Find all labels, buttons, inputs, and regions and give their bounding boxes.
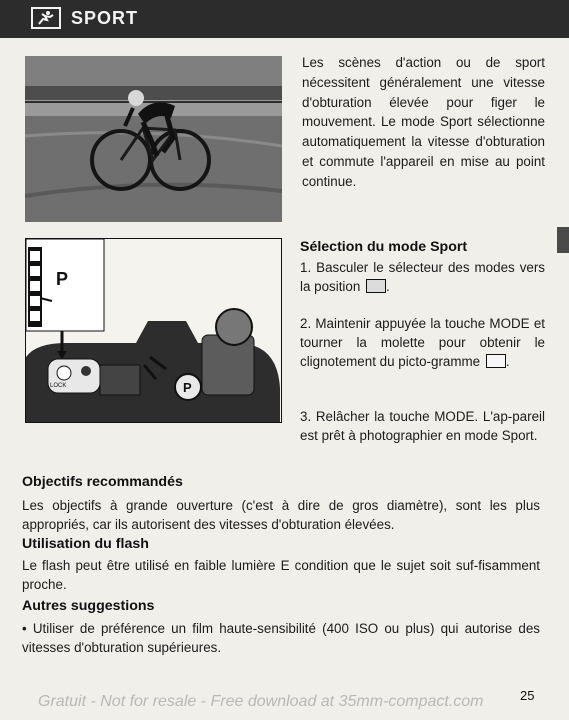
lenses-heading: Objectifs recommandés: [22, 474, 183, 490]
step-1-end: .: [386, 279, 390, 294]
suggestions-heading: Autres suggestions: [22, 598, 155, 614]
svg-text:LOCK: LOCK: [50, 383, 67, 389]
selection-heading: Sélection du mode Sport: [300, 239, 468, 255]
page-edge-tab: [557, 227, 569, 253]
step-2-text: 2. Maintenir appuyée la touche MODE et tourner la molette pour obtenir le clignotement du picto-gramme: [300, 316, 545, 369]
step-3: 3. Relâcher la touche MODE. L'ap-pareil est prêt à photographier en mode Sport.: [300, 409, 545, 443]
page-number: 25: [520, 688, 535, 703]
lenses-text: Les objectifs à grande ouverture (c'est à dire de gros diamètre), sont les plus appropriés, car ils autorisent des vitesses d'obturation élevées.: [22, 498, 540, 532]
runner-icon: [31, 7, 61, 29]
bleed-through-text: [40, 224, 43, 240]
footer-watermark: Gratuit - Not for resale - Free download at 35mm-compact.com: [38, 693, 484, 710]
svg-text:P: P: [183, 380, 192, 395]
runner-pictogram-icon: [486, 354, 506, 368]
step-2-end: .: [505, 354, 510, 369]
flash-text: Le flash peut être utilisé en faible lumière E condition que le sujet soit suf-fisamment proche.: [22, 558, 540, 592]
suggestions-text: • Utiliser de préférence un film haute-sensibilité (400 ISO ou plus) qui autorise des vitesses d'obturation supérieures.: [22, 621, 540, 655]
sport-mode-icon: [366, 279, 386, 293]
mode-p-label: P: [56, 269, 69, 289]
flash-heading: Utilisation du flash: [22, 536, 149, 552]
cyclist-photo: [25, 56, 282, 222]
page-title: SPORT: [71, 8, 139, 28]
step-2: [300, 314, 545, 371]
camera-mode-diagram: [25, 238, 282, 423]
step-1: [300, 258, 545, 296]
header-bar: [0, 0, 569, 38]
step-1-text: 1. Basculer le sélecteur des modes vers la position: [300, 260, 545, 294]
intro-paragraph: Les scènes d'action ou de sport nécessitent généralement une vitesse d'obturation élevée pour figer le mouvement. Le mode Sport sélectionne automatiquement la vitesse d'obturation et commute l'appareil en mise au point continue.: [302, 55, 545, 189]
